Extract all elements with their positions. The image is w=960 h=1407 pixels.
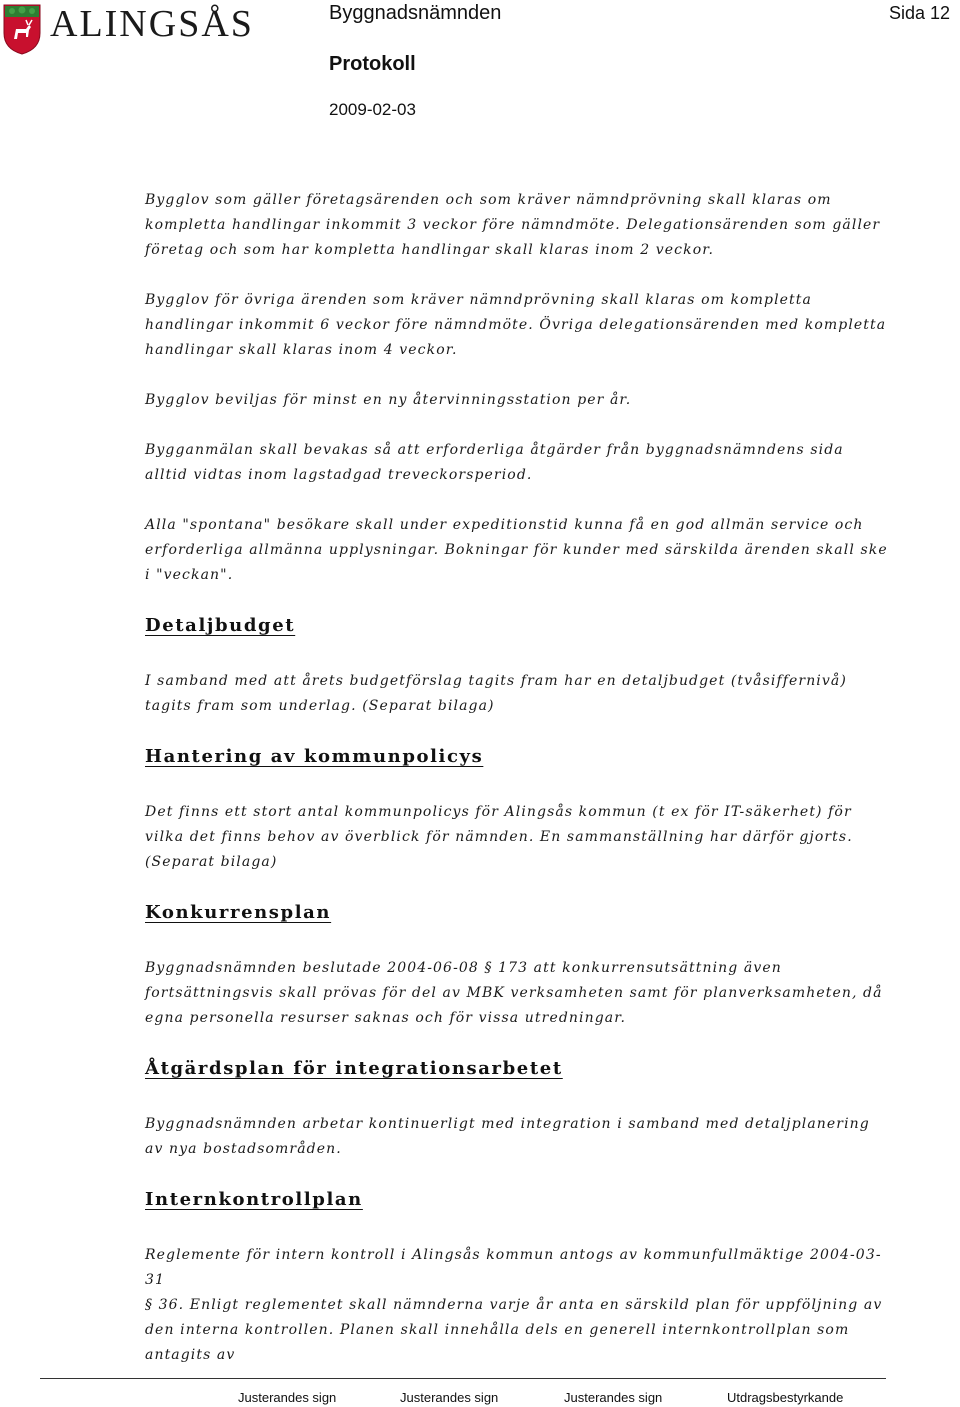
paragraph-bygglov-foretag: Bygglov som gäller företagsärenden och som kräver nämndprövning skall klaras om kompletta handlingar inkommit 3 veckor före nämndmöte. Delegationsärenden som gäller företag och som har kompletta handlingar skall klaras inom 2 veckor.: [145, 192, 881, 258]
heading-konkurrensplan: Konkurrensplan: [145, 902, 332, 923]
footer-sign-1: Justerandes sign: [238, 1390, 337, 1405]
paragraph-internkontroll-reglemente: Reglemente för intern kontroll i Alingsås kommun antogs av kommunfullmäktige 2004-03-31: [145, 1247, 882, 1288]
document-body: [145, 188, 890, 1393]
heading-atgardsplan: Åtgärdsplan för integrationsarbetet: [145, 1058, 563, 1079]
heading-internkontrollplan: Internkontrollplan: [145, 1189, 363, 1210]
paragraph-detaljbudget: I samband med att årets budgetförslag tagits fram har en detaljbudget (tvåsiffernivå) tagits fram som underlag. (Separat bilaga): [145, 673, 847, 714]
meeting-date: 2009-02-03: [329, 100, 416, 119]
paragraph-bygganmalan: Bygganmälan skall bevakas så att erforderliga åtgärder från byggnadsnämndens sida alltid vidtas inom lagstadgad treveckorsperiod.: [145, 442, 844, 483]
paragraph-atgardsplan: Byggnadsnämnden arbetar kontinuerligt med integration i samband med detaljplanering av nya bostadsområden.: [145, 1116, 870, 1157]
footer-divider: [40, 1378, 886, 1379]
paragraph-konkurrensplan: Byggnadsnämnden beslutade 2004-06-08 § 173 att konkurrensutsättning även fortsättningsvis skall prövas för del av MBK verksamheten samt för planverksamheten, då egna personella resurser saknas och för vissa utredningar.: [145, 960, 883, 1026]
municipality-logo: [0, 0, 260, 60]
footer-sign-2: Justerandes sign: [400, 1390, 499, 1405]
paragraph-internkontroll-plan: § 36. Enligt reglementet skall nämnderna varje år anta en särskild plan för uppföljning av den interna kontrollen. Planen skall innehålla dels en generell internkontrollplan som antagits av: [145, 1297, 883, 1363]
coat-of-arms-icon: [2, 3, 42, 55]
document-type: Protokoll: [329, 53, 416, 75]
committee-title: Byggnadsnämnden: [329, 2, 502, 24]
heading-hantering: Hantering av kommunpolicys: [145, 746, 484, 767]
paragraph-bygglov-ovriga: Bygglov för övriga ärenden som kräver nämndprövning skall klaras om kompletta handlingar inkommit 6 veckor före nämndmöte. Övriga delegationsärenden med kompletta handlingar skall klaras inom 4 veckor.: [145, 292, 887, 358]
paragraph-atervinning: Bygglov beviljas för minst en ny återvinningsstation per år.: [145, 392, 632, 408]
page-number: Sida 12: [888, 3, 950, 23]
footer-extract-certification: Utdragsbestyrkande: [727, 1390, 844, 1405]
heading-detaljbudget: Detaljbudget: [145, 615, 296, 636]
footer-sign-3: Justerandes sign: [564, 1390, 663, 1405]
paragraph-hantering: Det finns ett stort antal kommunpolicys för Alingsås kommun (t ex för IT-säkerhet) för vilka det finns behov av överblick för nämnden. En sammanställning har därför gjorts. (Separat bilaga): [145, 804, 853, 870]
logo-wordmark: ALINGSÅS: [50, 3, 254, 45]
paragraph-service: Alla "spontana" besökare skall under expeditionstid kunna få en god allmän service och erforderliga allmänna upplysningar. Bokningar för kunder med särskilda ärenden skall ske i "veckan".: [145, 517, 888, 583]
